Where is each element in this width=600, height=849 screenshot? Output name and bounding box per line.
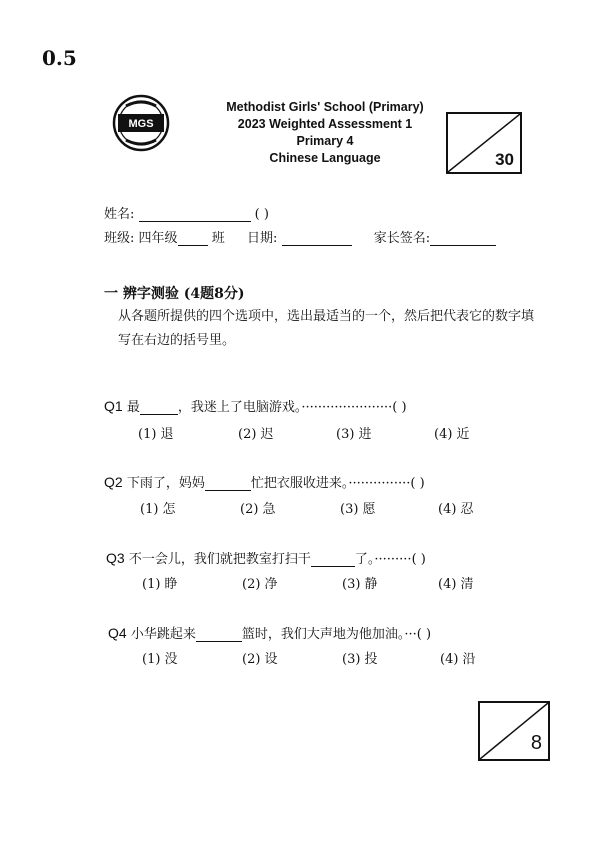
- option: (3) 投: [342, 652, 378, 667]
- options-3: [142, 573, 474, 592]
- class-row: [104, 227, 496, 246]
- total-score-box: [446, 112, 522, 174]
- question-text-post: 了。: [354, 552, 375, 567]
- answer-paren[interactable]: ( ): [416, 627, 432, 642]
- question-number: Q2: [104, 474, 123, 490]
- option: (2) 急: [240, 502, 276, 517]
- school-logo: [112, 94, 170, 152]
- option: (4) 沿: [440, 652, 476, 667]
- option: (1) 怎: [140, 502, 176, 517]
- parent-signature-field[interactable]: [430, 231, 496, 246]
- answer-blank: [311, 552, 355, 567]
- question-3: [106, 548, 426, 567]
- answer-paren[interactable]: ( ): [392, 400, 407, 415]
- date-field[interactable]: [282, 231, 352, 246]
- name-label: 姓名:: [104, 207, 135, 222]
- option: (4) 清: [438, 577, 474, 592]
- answer-blank: [196, 627, 242, 642]
- class-suffix: 班: [211, 231, 225, 246]
- question-text-pre: 小华跳起来: [130, 627, 196, 642]
- subject: Chinese Language: [269, 151, 381, 165]
- question-number: Q1: [104, 398, 123, 414]
- question-4: [108, 623, 431, 642]
- school-name: Methodist Girls' School (Primary): [226, 100, 424, 114]
- name-field[interactable]: [139, 207, 251, 222]
- leader-dots: ···: [404, 627, 417, 642]
- options-2: [140, 498, 474, 517]
- option: (3) 静: [342, 577, 378, 592]
- class-field[interactable]: [178, 231, 208, 246]
- assessment-title: 2023 Weighted Assessment 1: [237, 117, 413, 131]
- option: (4) 忍: [438, 502, 474, 517]
- option: (1) 睁: [142, 577, 178, 592]
- parent-signature-label: 家长签名:: [373, 231, 431, 246]
- option: (4) 近: [434, 427, 470, 442]
- option: (2) 迟: [238, 427, 274, 442]
- section-score: 8: [530, 732, 542, 754]
- option: (2) 设: [242, 652, 278, 667]
- assessment-header: [210, 99, 440, 167]
- answer-blank: [140, 400, 178, 415]
- option: (3) 愿: [340, 502, 376, 517]
- question-text-post: 篮时，我们大声地为他加油。: [241, 627, 405, 642]
- section-title: 一 辨字测验 (4题8分): [104, 286, 245, 302]
- corner-tag: 0.5: [42, 46, 77, 70]
- question-number: Q4: [108, 625, 127, 641]
- option: (1) 退: [138, 427, 174, 442]
- question-1: [104, 396, 407, 415]
- leader-dots: ······················: [301, 400, 393, 415]
- total-score: 30: [495, 150, 514, 169]
- class-label: 班级:: [104, 231, 135, 246]
- option: (2) 净: [242, 577, 278, 592]
- section-score-box: [478, 701, 550, 761]
- leader-dots: ···············: [348, 476, 411, 491]
- question-text-pre: 下雨了，妈妈: [126, 476, 205, 491]
- question-text-post: ，我迷上了电脑游戏。: [177, 400, 302, 415]
- class-number-paren: ( ): [254, 207, 269, 222]
- question-number: Q3: [106, 550, 125, 566]
- answer-paren[interactable]: ( ): [411, 552, 426, 567]
- option: (1) 没: [142, 652, 178, 667]
- question-text-pre: 最: [126, 400, 140, 415]
- section-instruction: 从各题所提供的四个选项中，选出最适当的一个，然后把代表它的数字填写在右边的括号里。: [118, 309, 535, 348]
- answer-blank: [205, 476, 251, 491]
- leader-dots: ·········: [374, 552, 412, 567]
- grade-level: Primary 4: [296, 134, 354, 148]
- question-text-post: 忙把衣服收进来。: [250, 476, 349, 491]
- question-2: [104, 472, 425, 491]
- option: (3) 进: [336, 427, 372, 442]
- grade-text: 四年级: [138, 231, 178, 246]
- options-4: [142, 648, 476, 667]
- answer-paren[interactable]: ( ): [410, 476, 425, 491]
- question-text-pre: 不一会儿，我们就把教室打扫干: [128, 552, 311, 567]
- name-row: [104, 203, 269, 222]
- options-1: [138, 423, 470, 442]
- date-label: 日期:: [246, 231, 278, 246]
- logo-text: MGS: [128, 118, 154, 130]
